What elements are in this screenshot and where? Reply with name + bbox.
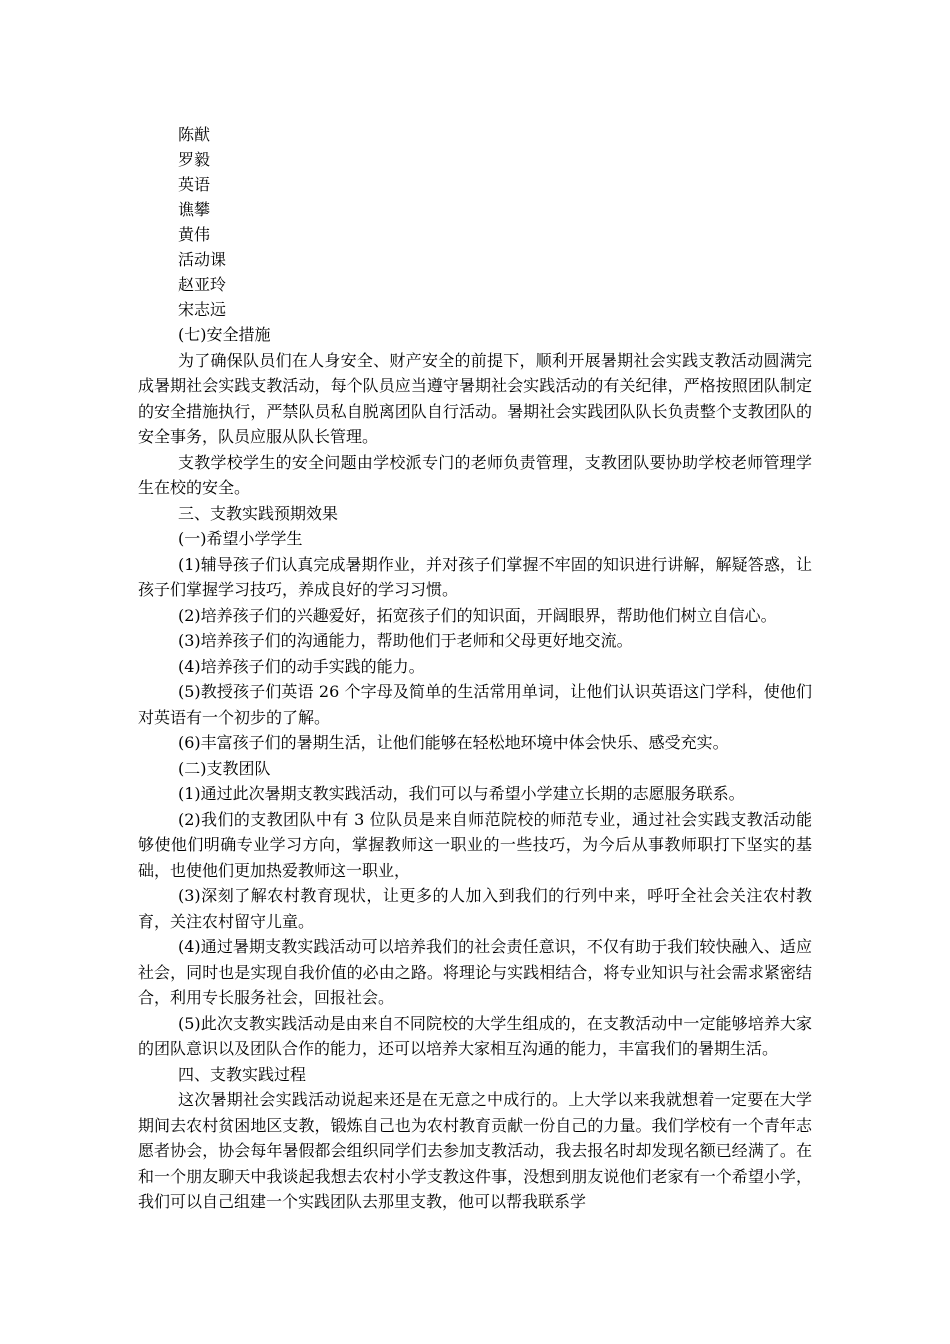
paragraph: (3)培养孩子们的沟通能力，帮助他们于老师和父母更好地交流。: [178, 631, 633, 650]
paragraph: (3)深刻了解农村教育现状，让更多的人加入到我们的行列中来，呼吁全社会关注农村教育，关注农村留守儿童。: [138, 886, 812, 931]
section-heading-safety: (七)安全措施: [178, 325, 271, 344]
paragraph: (4)培养孩子们的动手实践的能力。: [178, 656, 425, 676]
paragraph: (2)我们的支教团队中有 3 位队员是来自师范院校的师范专业，通过社会实践支教活动能够使他们明确专业学习方向，掌握教师这一职业的一些技巧，为今后从事教师职打下坚实的基础，也使他们更加热爱教师这一职业，: [138, 809, 812, 880]
subsection-heading-team: (二)支教团队: [178, 758, 271, 778]
list-item: 英语: [178, 175, 211, 194]
section-heading-expected-results: 三、支教实践预期效果: [178, 503, 339, 523]
paragraph: (1)辅导孩子们认真完成暑期作业，并对孩子们掌握不牢固的知识进行讲解，解疑答惑，让孩子们掌握学习技巧，养成良好的学习习惯。: [138, 554, 812, 599]
paragraph: (5)此次支教实践活动是由来自不同院校的大学生组成的，在支教活动中一定能够培养大家的团队意识以及团队合作的能力，还可以培养大家相互沟通的能力，丰富我们的暑期生活。: [138, 1013, 812, 1058]
paragraph: 支教学校学生的安全问题由学校派专门的老师负责管理，支教团队要协助学校老师管理学生在校的安全。: [138, 452, 812, 497]
paragraph: (2)培养孩子们的兴趣爱好，拓宽孩子们的知识面，开阔眼界，帮助他们树立自信心。: [178, 605, 777, 625]
subsection-heading-students: (一)希望小学学生: [178, 529, 303, 548]
list-item: 陈猷: [178, 125, 211, 144]
paragraph: (1)通过此次暑期支教实践活动，我们可以与希望小学建立长期的志愿服务联系。: [178, 784, 745, 803]
paragraph: (6)丰富孩子们的暑期生活，让他们能够在轻松地环境中体会快乐、感受充实。: [178, 733, 729, 752]
section-heading-process: 四、支教实践过程: [178, 1064, 307, 1084]
paragraph: 这次暑期社会实践活动说起来还是在无意之中成行的。上大学以来我就想着一定要在大学期间去农村贫困地区支教，锻炼自己也为农村教育贡献一份自己的力量。我们学校有一个青年志愿者协会，协会每年暑假都会组织同学们去参加支教活动，我去报名时却发现名额已经满了。在和一个朋友聊天中我谈起我想去农村小学支教这件事，没想到朋友说他们老家有一个希望小学，我们可以自己组建一个实践团队去那里支教，他可以帮我联系学: [138, 1090, 812, 1211]
list-item: 宋志远: [178, 300, 227, 319]
name-list: [138, 122, 812, 322]
document-body: [138, 322, 812, 1215]
list-item: 罗毅: [178, 150, 211, 169]
list-item: 黄伟: [178, 225, 211, 244]
list-item: 活动课: [178, 250, 227, 269]
list-item: 谯攀: [178, 200, 211, 219]
paragraph: 为了确保队员们在人身安全、财产安全的前提下，顺利开展暑期社会实践支教活动圆满完成暑期社会实践支教活动，每个队员应当遵守暑期社会实践活动的有关纪律，严格按照团队制定的安全措施执行，严禁队员私自脱离团队自行活动。暑期社会实践团队队长负责整个支教团队的安全事务，队员应服从队长管理。: [138, 350, 812, 446]
paragraph: (5)教授孩子们英语 26 个字母及简单的生活常用单词，让他们认识英语这门学科，使他们对英语有一个初步的了解。: [138, 682, 812, 727]
list-item: 赵亚玲: [178, 275, 227, 294]
paragraph: (4)通过暑期支教实践活动可以培养我们的社会责任意识，不仅有助于我们较快融入、适应社会，同时也是实现自我价值的必由之路。将理论与实践相结合，将专业知识与社会需求紧密结合，利用专长服务社会，回报社会。: [138, 937, 812, 1007]
